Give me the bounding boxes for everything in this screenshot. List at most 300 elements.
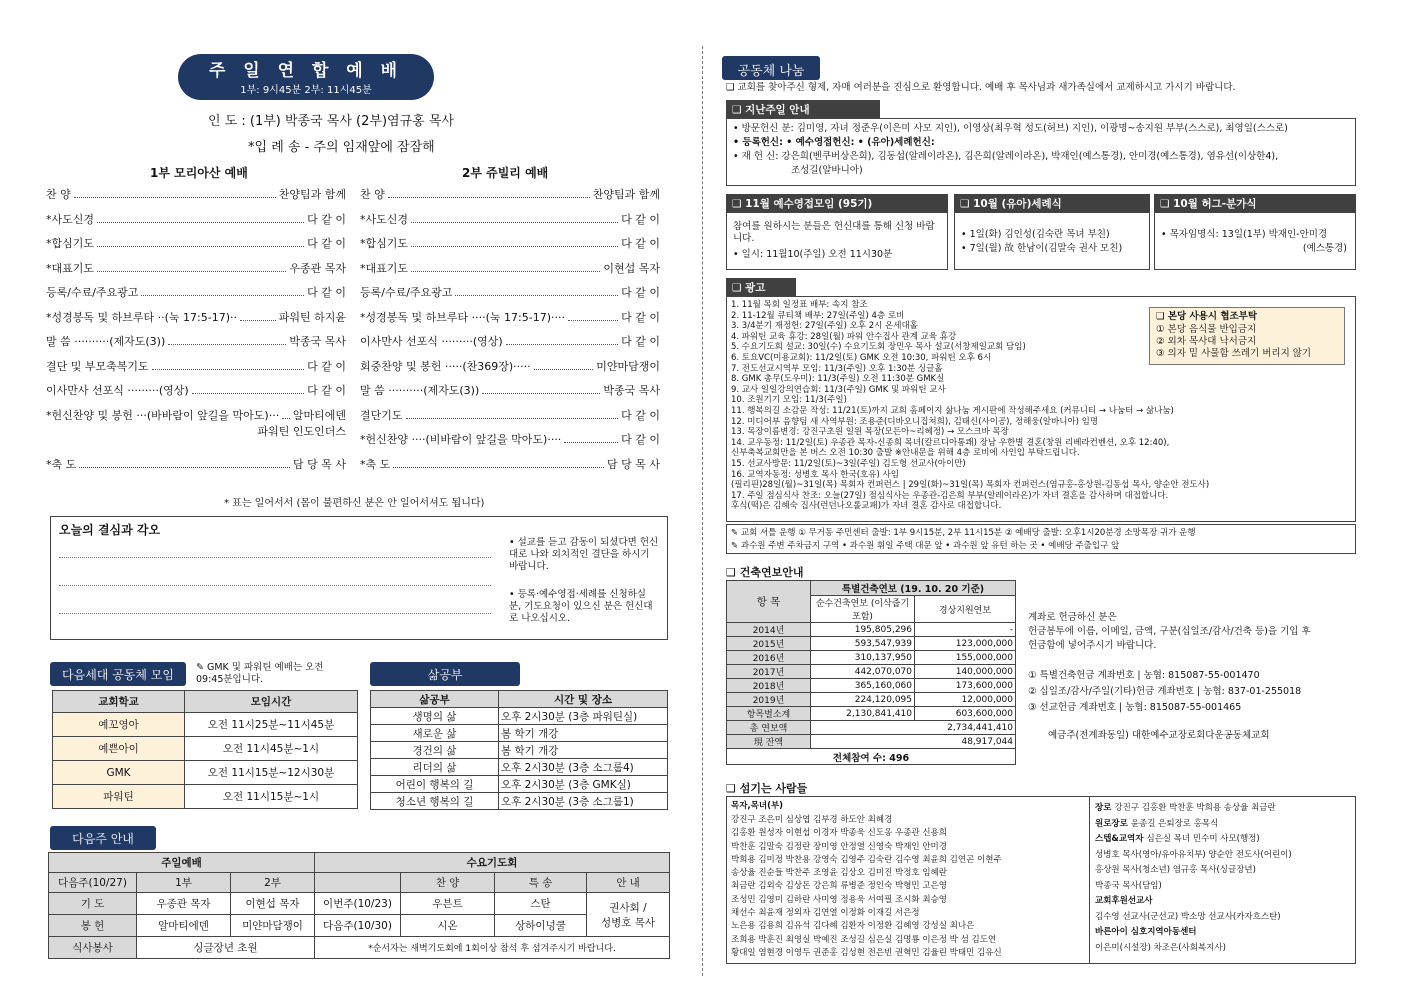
table-cell: *순서자는 새벽기도회에 1회이상 참석 후 섬겨주시기 바랍니다. — [315, 937, 670, 959]
service-item-person: 다 같 이 — [307, 384, 346, 397]
table-cell: 173,600,000 — [915, 679, 1016, 693]
table-cell: 155,000,000 — [915, 651, 1016, 665]
nextweek-table — [48, 852, 670, 959]
table-cell: 이현섭 목자 — [231, 893, 315, 915]
box2 — [954, 212, 1150, 270]
service-item-person: 다 같 이 — [307, 237, 346, 250]
servant-group — [1095, 863, 1292, 879]
box1-title: ❑ 11월 예수영접모임 (95기) — [726, 194, 948, 212]
servants-left-title: 목자,목녀(부) — [731, 801, 784, 811]
dot-leader — [97, 211, 304, 223]
service2-item — [360, 358, 660, 374]
table-cell: 2014년 — [727, 623, 811, 637]
service2-item — [360, 309, 660, 325]
table-cell: 특 송 — [495, 873, 587, 893]
service-item-person: 담 당 목 사 — [293, 457, 346, 471]
table-cell: GMK — [53, 761, 185, 785]
account-line: ③ 선교헌금 계좌번호 | 농협: 815087-55-001465 — [1028, 702, 1242, 713]
ad-item: 8. GMK 총무(도우미): 11/3(주일) 오전 11:30분 GMK실 — [731, 374, 945, 385]
service-item-label: 등록/수료/주요광고 — [46, 286, 139, 299]
account-line: ② 십일조/감사/주일(기타)헌금 계좌번호 | 농협: 837-01-255018 — [1028, 686, 1302, 697]
worship-title-banner — [178, 54, 434, 100]
servant-row: 조성민 김영미 김하란 사미영 정용욱 서여필 조시화 최승영 — [731, 894, 947, 905]
ad-item: 11. 행복의길 소감문 작성: 11/21(토)까지 교회 홈페이지 삶나눔 게시판에 작성해주세요 (커뮤니티 → 나눔터 → 삶나눔) — [731, 405, 1174, 416]
table-cell: 現 잔액 — [727, 735, 811, 749]
dot-leader — [393, 456, 604, 468]
servant-row: 박희용 김미정 박찬용 강영숙 김영주 김숙란 김수영 최윤희 김연곤 이현주 — [731, 854, 1002, 865]
servant-row: 송상율 진순들 박찬주 조영윤 김상오 김미진 박정호 임혜란 — [731, 868, 947, 879]
worship-title: 주 일 연 합 예 배 — [208, 61, 404, 81]
service-item-label: 이사만사 선포식 ·········(영상) — [46, 384, 189, 397]
lifestudy-title: 삶공부 — [370, 662, 520, 686]
building-title: ❑ 건축연보안내 — [726, 566, 804, 579]
ad-item: 3. 3/4분기 재정헌: 27일(주일) 오후 2시 온세대홀 — [731, 321, 918, 332]
table-cell: - — [915, 623, 1016, 637]
notice-item: ② 외차 목사대 낙서금지 — [1156, 336, 1257, 347]
servant-row: 박찬훈 김말숙 김정란 장미영 안정열 신영숙 박재인 안미경 — [731, 841, 947, 852]
dot-leader — [240, 309, 276, 321]
service1-title: 1부 모리아산 예배 — [150, 166, 248, 180]
service-item-label: *축 도 — [360, 457, 391, 471]
table-cell: 찬 양 — [401, 873, 495, 893]
service1-item — [46, 382, 346, 398]
table-cell: 식사봉사 — [49, 937, 137, 959]
table-cell: 오전 11시25분~11시45분 — [185, 713, 358, 737]
shuttle-text: ✎ 교회 셔틀 운행 ① 무거동 주민센터 출발: 1부 9시15분, 2부 11시15분 ② 예배당 출발: 오후1시20분경 소망목장 귀가 운행 — [731, 528, 1196, 538]
last-week-line: • 등록헌신: • 예수영접헌신: • (유아)세례헌신: — [733, 137, 935, 148]
table-cell: 상하이넝쿨 — [495, 915, 587, 937]
nextgen-header: 모임시간 — [185, 691, 358, 713]
nextweek-wed: 수요기도회 — [315, 853, 670, 873]
table-cell: 2018년 — [727, 679, 811, 693]
service-item-person: 다 같 이 — [621, 408, 660, 422]
service-item-label: 결단 및 부모축복기도 — [46, 359, 149, 373]
table-cell: 140,000,000 — [915, 665, 1016, 679]
servant-group-title: 교회후원선교사 — [1095, 896, 1153, 906]
building-col-header: 경상지원연보 — [915, 596, 1016, 623]
service-item-label: 찬 양 — [46, 188, 71, 201]
service-item-label: *합심기도 — [360, 237, 409, 250]
column-divider — [702, 46, 703, 976]
table-cell: 생명의 삶 — [371, 708, 499, 725]
service-item-person: 찬양팀과 함께 — [278, 188, 346, 201]
dot-leader — [141, 284, 304, 296]
table-cell: 오전 11시15분~12시30분 — [185, 761, 358, 785]
table-cell: 2017년 — [727, 665, 811, 679]
ad-item: 15. 선교사방문: 11/2일(토)~3일(주일) 김도형 선교사(아이만) — [731, 458, 966, 469]
servant-group — [1095, 894, 1292, 910]
box2-title: ❑ 10월 (유아)세례식 — [954, 194, 1150, 212]
table-cell: 오후 2시30분 (3층 파워틴실) — [499, 708, 668, 725]
table-cell: 오후 2시30분 (3층 소그룹1) — [499, 793, 668, 810]
nextgen-note: ✎ GMK 및 파워틴 예배는 오전 09:45분입니다. — [196, 662, 324, 685]
dot-leader — [506, 333, 618, 345]
table-cell: 603,600,000 — [915, 707, 1016, 721]
ads-title: ❑ 광고 — [726, 278, 796, 296]
servant-group — [1095, 832, 1292, 848]
service-item-person: 찬양팀과 함께 — [592, 188, 660, 201]
table-cell: 예쁜아이 — [53, 737, 185, 761]
worship-entrance: *입 례 송 - 주의 임재앞에 잠잠해 — [248, 140, 435, 155]
dot-leader — [74, 186, 276, 198]
service-item-label: *대표기도 — [46, 261, 95, 275]
service-item-person: 담 당 목 사 — [607, 457, 660, 471]
ad-item: 4. 파워틴 교육 휴강: 28일(월) 파워 안수집사 관계 교육 휴강 — [731, 331, 957, 342]
servant-group-title: 장로 — [1095, 803, 1115, 813]
ads-box — [726, 296, 1356, 522]
service2-title: 2부 쥬빌리 예배 — [462, 166, 549, 180]
servant-names: 박종국 목사(담임) — [1095, 880, 1162, 891]
service-item-label: *합심기도 — [46, 237, 95, 250]
table-cell: 2,130,841,410 — [811, 707, 915, 721]
dot-leader — [564, 431, 618, 443]
service1-item — [46, 407, 346, 423]
dot-leader — [79, 456, 290, 468]
servant-row: 최금란 김외숙 김상돈 강은희 류병준 정인숙 박형민 고은영 — [731, 881, 947, 892]
service-item-person: 다 같 이 — [621, 237, 660, 250]
ad-item: 13. 목장이름변경: 강진구초원 일원 목장(모든아~리헤정) → 모스크바 목장 — [731, 427, 1009, 438]
table-cell: 224,120,095 — [811, 693, 915, 707]
service-item-person: 다 같 이 — [307, 286, 346, 299]
worship-times: 1부: 9시45분 2부: 11시45분 — [240, 85, 372, 96]
ad-item: 후식(떡)은 김혜숙 집사(런던나오롤교패)가 자녀 결혼 감사로 대접합니다. — [731, 501, 1002, 512]
dot-leader — [97, 260, 286, 272]
table-cell: 오전 11시45분~1시 — [185, 737, 358, 761]
service-item-person: 다 같 이 — [621, 212, 660, 226]
dot-leader — [455, 284, 618, 296]
service1-item — [46, 456, 346, 472]
table-cell: 오후 2시30분 (3층 GMK실) — [499, 776, 668, 793]
service-item-person: 우종관 목자 — [289, 261, 346, 275]
service1-item — [46, 423, 346, 439]
service-item-label: *헌신찬양 ····(비바람이 앞길을 막아도)···· — [360, 433, 562, 446]
dot-leader — [192, 382, 304, 394]
lifestudy-header: 시간 및 장소 — [499, 691, 668, 708]
table-cell: 리더의 삶 — [371, 759, 499, 776]
account-line: ① 특별건축헌금 계좌번호 | 농협: 815087-55-001470 — [1028, 670, 1260, 681]
table-cell: 12,000,000 — [915, 693, 1016, 707]
service-item-label: *사도신경 — [360, 212, 409, 226]
service-item-person: 박종국 목사 — [603, 384, 660, 397]
service2-item — [360, 186, 660, 202]
service2-item — [360, 431, 660, 447]
service-item-person: 박종국 목사 — [289, 335, 346, 348]
service-item-label: 회중찬양 및 봉헌 ·····(찬369장)····· — [360, 359, 531, 373]
service1-item — [46, 186, 346, 202]
resolution-box — [50, 516, 668, 640]
ad-item: 10. 조원기기 모임: 11/3(주일) — [731, 395, 847, 406]
table-cell: 싱글장년 초원 — [137, 937, 315, 959]
service1-item — [46, 284, 346, 300]
dot-leader — [411, 235, 618, 247]
servant-group-title: 원로장로 — [1095, 818, 1131, 829]
table-row — [727, 623, 1016, 637]
service1-item — [46, 260, 346, 276]
servant-group — [1095, 801, 1292, 817]
servant-names: 윤종길 은퇴장로 홍목식 — [1130, 818, 1219, 829]
building-info: 헌금봉투에 이름, 이메일, 금액, 구분(십일조/감사/건축 등)을 기입 후 — [1028, 626, 1311, 637]
service2-item — [360, 211, 660, 227]
ad-item: 2. 11-12월 큐티책 배부: 27일(주일) 4층 로비 — [731, 310, 905, 321]
service-item-person: 다 같 이 — [621, 335, 660, 348]
box3 — [1154, 212, 1356, 270]
notice-box — [1149, 307, 1345, 365]
service-item-label: *헌신찬양 및 봉헌 ···(바바람이 앞길을 막아도)··· — [46, 408, 280, 422]
table-cell: 봄 학기 개강 — [499, 725, 668, 742]
servant-group — [1095, 848, 1292, 864]
nextweek-title: 다음주 안내 — [50, 826, 156, 850]
dot-leader — [97, 235, 304, 247]
last-week-line: 조성길(알바니아) — [791, 165, 863, 176]
servant-row: 강진구 조은미 심상엽 김부경 하도안 최혜경 — [731, 815, 893, 825]
table-cell: 2부 — [231, 873, 315, 893]
service-item-label: 찬 양 — [360, 188, 385, 201]
ad-item: 5. 수요기도회 설교: 30일(수) 수요기도회 장민우 목사 설교(서창제일교회 담임) — [731, 342, 1026, 353]
box3-title: ❑ 10월 허그-분가식 — [1154, 194, 1356, 212]
servant-group — [1095, 817, 1292, 833]
service-item-person: 다 같 이 — [621, 433, 660, 446]
service1-item — [46, 211, 346, 227]
servant-names: 심은실 목녀 민수미 사모(행정) — [1146, 834, 1260, 844]
service-item-person: 파워틴 인도인더스 — [257, 424, 346, 438]
table-cell: 2016년 — [727, 651, 811, 665]
table-cell: 오전 11시15분~1시 — [185, 785, 358, 809]
table-cell: 365,160,060 — [811, 679, 915, 693]
dot-leader — [411, 211, 618, 223]
lifestudy-table — [370, 690, 668, 810]
table-cell: 새로운 삶 — [371, 725, 499, 742]
table-cell: 예꼬영아 — [53, 713, 185, 737]
table-cell: 경건의 삶 — [371, 742, 499, 759]
table-cell: 봉 헌 — [49, 915, 137, 937]
servant-group — [1095, 879, 1292, 895]
table-cell: 2019년 — [727, 693, 811, 707]
box2-line: • 7일(월) 故 한남이(김말숙 권사 모친) — [961, 243, 1123, 254]
servants-left-list — [731, 814, 1002, 960]
table-cell: 봄 학기 개강 — [499, 742, 668, 759]
notice-item: ① 본당 음식물 반입금지 — [1156, 324, 1257, 335]
table-cell: 기 도 — [49, 893, 137, 915]
service2-item — [360, 407, 660, 423]
box1-text: 참여를 원하시는 분들은 헌신대를 통해 신청 바랍니다. — [733, 221, 935, 244]
table-cell: 알마티에덴 — [137, 915, 231, 937]
service1-item — [46, 358, 346, 374]
building-info: 헌금함에 넣어주시기 바랍니다. — [1028, 640, 1157, 651]
dot-leader — [534, 358, 594, 370]
last-week-line: • 재 헌 신: 강은희(벤쿠버상은희), 김동섭(알레이라온), 김은희(알레이라온), 박재인(예스통경), 안미경(예스통경), 염유선(이상한4), — [733, 151, 1279, 162]
last-week-line: • 방문헌신 분: 김미영, 자녀 정준우(이은미 사모 지인), 이영상(최우혁 성도(허브) 지인), 이광명~송지원 부부(스스로), 최영일(스스로) — [733, 123, 1288, 134]
ad-item: 7. 전도선교시역부 모임: 11/3(주일) 오후 1:30분 싱글홀 — [731, 363, 943, 374]
dot-leader — [49, 423, 254, 435]
table-cell — [315, 873, 401, 893]
table-cell: 다음주(10/30) — [315, 915, 401, 937]
dot-leader — [406, 407, 619, 419]
shuttle-box — [726, 524, 1356, 554]
table-cell: 48,917,044 — [811, 735, 1016, 749]
servant-group-title: 바른아이 심호지역아동센터 — [1095, 927, 1197, 937]
building-col-header: 순수건축연보 (이삭줍기포함) — [811, 596, 915, 623]
nextgen-header: 교회학교 — [53, 691, 185, 713]
table-cell: 전체참여 수: 496 — [727, 749, 1016, 765]
building-main-header: 특별건축연보 (19. 10. 20 기준) — [811, 581, 1016, 596]
table-cell: 어린이 행복의 길 — [371, 776, 499, 793]
service2-item — [360, 333, 660, 349]
service-item-person: 다 같 이 — [307, 359, 346, 373]
service-item-label: *사도신경 — [46, 212, 95, 226]
building-item-header: 항 목 — [727, 581, 811, 623]
table-cell: 2,734,441,410 — [811, 721, 1016, 735]
table-cell: 다음주(10/27) — [49, 873, 137, 893]
service2-item — [360, 260, 660, 276]
table-cell: 안 내 — [587, 873, 670, 893]
account-holder: 예금주(전계좌동일) 대한예수교장로회다운공동체교회 — [1048, 730, 1270, 741]
table-cell: 청소년 행복의 길 — [371, 793, 499, 810]
ad-item: 14. 교우동정: 11/2일(토) 우종관 목자-신종희 목녀(칼르디아통쾌) 장남 우한별 결혼(창원 리베라컨벤션, 오후 12:40), — [731, 437, 1170, 448]
nextweek-sunday: 주일예배 — [49, 853, 315, 873]
table-cell: 항목별소계 — [727, 707, 811, 721]
box1 — [726, 212, 948, 270]
table-cell: 이번주(10/23) — [315, 893, 401, 915]
resolution-tip-1: • 설교를 듣고 감동이 되셨다면 헌신대로 나와 외치적인 결단을 하시기 바랍니다. — [509, 537, 659, 572]
resolution-line[interactable] — [59, 585, 491, 586]
servants-right-list — [1095, 801, 1292, 956]
dot-leader — [152, 358, 304, 370]
table-cell: 442,070,070 — [811, 665, 915, 679]
servant-group — [1095, 925, 1292, 941]
dot-leader — [411, 260, 600, 272]
ad-item: 신부축복교회만을 본 버스 오전 10:30 출발 ※안내문을 위해 4층 로비에 사인입 부탁드립니다. — [731, 448, 1080, 459]
servant-names: 성병호 목사(영아/유아유치부) 양순안 전도사(어린이) — [1095, 849, 1292, 860]
ad-item: 17. 주일 점심식사 찬조: 오늘(27일) 점심식사는 우종관-김은희 부부(알레이라온)가 자녀 결혼을 감사하며 대접합니다. — [731, 490, 1169, 501]
service-item-person: 이현섭 목자 — [603, 261, 660, 275]
ad-item: 16. 교역자동정: 성병호 목사 한국(호유) 사임 — [731, 469, 899, 480]
table-row — [727, 637, 1016, 651]
table-row — [727, 693, 1016, 707]
last-week-box — [726, 118, 1356, 186]
table-cell: 미얀마담쟁이 — [231, 915, 315, 937]
service-item-label: 말 씀 ··········(제자도(3)) — [46, 335, 166, 348]
dot-leader — [482, 382, 600, 394]
last-week-title: ❑ 지난주일 안내 — [726, 100, 880, 118]
service-item-label: 이사만사 선포식 ·········(영상) — [360, 335, 503, 348]
dot-leader — [282, 407, 290, 419]
table-cell: 우종관 목자 — [137, 893, 231, 915]
service-item-label: 결단기도 — [360, 408, 403, 422]
service-item-person: 미얀마담쟁이 — [596, 359, 660, 373]
table-cell: 195,805,296 — [811, 623, 915, 637]
table-cell: 1부 — [137, 873, 231, 893]
servants-box — [726, 796, 1356, 964]
welcome-text: ❑ 교회를 찾아주신 형제, 자매 여러분을 진심으로 환영합니다. 예배 후 목사님과 새가족실에서 교제하시고 가시기 바랍니다. — [726, 82, 1236, 93]
box3-line: • 목자임명식: 13일(1부) 박재인-안미경 — [1161, 229, 1328, 240]
standing-note: * 표는 일어서서 (몸이 불편하신 분은 안 일어서셔도 됩니다) — [224, 498, 485, 509]
table-cell: 593,547,939 — [811, 637, 915, 651]
service2-item — [360, 456, 660, 472]
service-item-person: 알마티에덴 — [292, 408, 346, 422]
servant-names: 이은미(시설장) 차조은(사회복지사) — [1095, 942, 1226, 953]
table-cell: 오후 2시30분 (3층 소그룹4) — [499, 759, 668, 776]
service-item-label: *성경봉독 및 하브루타 ····(눅 17:5-17)···· — [360, 310, 565, 324]
ad-item: 1. 11월 목회 일정표 배부: 속지 참조 — [731, 300, 868, 310]
ad-item: (필리핀)28일(월)~31일(목) 목회자 컨퍼런스 | 29일(화)~31일(목) 목회자 컨퍼런스(염규홍-홍상원-김동섭 목사, 양순안 전도사) — [731, 480, 1210, 491]
nextgen-table — [52, 690, 358, 809]
servant-row: 김홍환 원성자 이현섭 이경자 박종욱 신도옹 우종관 신용희 — [731, 828, 947, 839]
table-cell: 파워틴 — [53, 785, 185, 809]
table-row — [727, 665, 1016, 679]
service-item-person: 파워틴 하지윤 — [278, 310, 346, 324]
service-item-person: 다 같 이 — [307, 212, 346, 226]
ads-list — [731, 300, 1209, 512]
resolution-title: 오늘의 결심과 각오 — [59, 523, 161, 537]
dot-leader — [168, 333, 286, 345]
service2-item — [360, 382, 660, 398]
servant-row: 조희용 박훈진 최영실 박예진 조성길 심은실 김명룡 이은정 박 섬 김도연 — [731, 934, 997, 945]
servant-names: 홍상원 목사(청소년) 염규홍 목사(싱글장년) — [1095, 865, 1256, 875]
dot-leader — [388, 186, 590, 198]
servant-group — [1095, 941, 1292, 957]
table-row — [727, 651, 1016, 665]
box2-line: • 1일(화) 김인성(김숙란 목녀 부친) — [961, 229, 1110, 240]
service-item-label: 말 씀 ··········(제자도(3)) — [360, 384, 480, 397]
servant-group-title: 스텝&교역자 — [1095, 834, 1147, 844]
notice-title: ❑ 본당 사용시 협조부탁 — [1156, 311, 1258, 322]
worship-leader: 인 도 : (1부) 박종국 목사 (2부)염규홍 목사 — [208, 114, 454, 129]
table-cell: 총 연보액 — [727, 721, 811, 735]
resolution-line[interactable] — [59, 557, 491, 558]
ad-item: 12. 미디어부 음향팀 새 사역부원: 조용준(디바오니집쳐희), 김태신(사이공), 정해웅(알바니아) 임명 — [731, 416, 1099, 427]
service1-item — [46, 235, 346, 251]
servant-row: 황대일 염현경 이영두 권준홍 김성현 전은빈 권혁민 김율린 박태민 김유신 — [731, 947, 1002, 958]
table-cell: 2015년 — [727, 637, 811, 651]
table-cell: 스탄 — [495, 893, 587, 915]
table-cell: 시온 — [401, 915, 495, 937]
service2-item — [360, 235, 660, 251]
servant-row: 채선수 최윤재 정외자 김연열 이정화 이재길 서은정 — [731, 908, 920, 919]
table-cell: 권사회 / 성병호 목사 — [587, 893, 670, 937]
building-table — [726, 580, 1016, 765]
box3-line: (예스통경) — [1302, 243, 1347, 254]
service-item-label: *축 도 — [46, 457, 77, 471]
table-row — [727, 679, 1016, 693]
dot-leader — [568, 309, 618, 321]
table-cell: 123,000,000 — [915, 637, 1016, 651]
service-item-label: *대표기도 — [360, 261, 409, 275]
community-title: 공동체 나눔 — [722, 56, 820, 80]
box1-date: • 일시: 11월10(주일) 오전 11시30분 — [733, 249, 893, 260]
servant-row: 노은용 김용희 김유석 김다혜 김환자 이정환 김혜영 강성실 최나은 — [731, 921, 975, 932]
building-info: 계좌로 헌금하신 분은 — [1028, 612, 1117, 623]
divider — [1089, 797, 1090, 963]
servant-names: 강진구 김홍환 박찬훈 박희용 송상율 최금란 — [1114, 803, 1276, 813]
notice-item: ③ 의자 밑 사물함 쓰레기 버리지 않기 — [1156, 348, 1312, 359]
service2-item — [360, 284, 660, 300]
parking-text: ✎ 과수원 주변 주차금지 구역 • 과수원 휘일 주택 대문 앞 • 과수원 앞 유턴 하는 곳 • 예배당 주출입구 앞 — [731, 541, 1120, 551]
servant-group — [1095, 910, 1292, 926]
service-item-label: *성경봉독 및 하브루타 ··(눅 17:5-17)·· — [46, 310, 237, 324]
table-cell: 310,137,950 — [811, 651, 915, 665]
ad-item: 9. 교사 일일강의연습회: 11/3(주일) GMK 및 파워틴 교사 — [731, 384, 946, 395]
resolution-line[interactable] — [59, 613, 491, 614]
service-item-person: 다 같 이 — [621, 286, 660, 299]
service1-item — [46, 309, 346, 325]
lifestudy-header: 삶공부 — [371, 691, 499, 708]
resolution-tip-2: • 등록·예수영접·세례를 신청하실 분, 기도요청이 있으신 분은 헌신대로 나오십시오. — [509, 589, 653, 624]
servants-title: ❑ 섬기는 사람들 — [726, 782, 808, 795]
servant-names: 김수영 선교사(군선교) 박소망 선교사(카자흐스탄) — [1095, 911, 1281, 922]
table-row — [727, 707, 1016, 721]
table-cell: 우븐트 — [401, 893, 495, 915]
service1-item — [46, 333, 346, 349]
